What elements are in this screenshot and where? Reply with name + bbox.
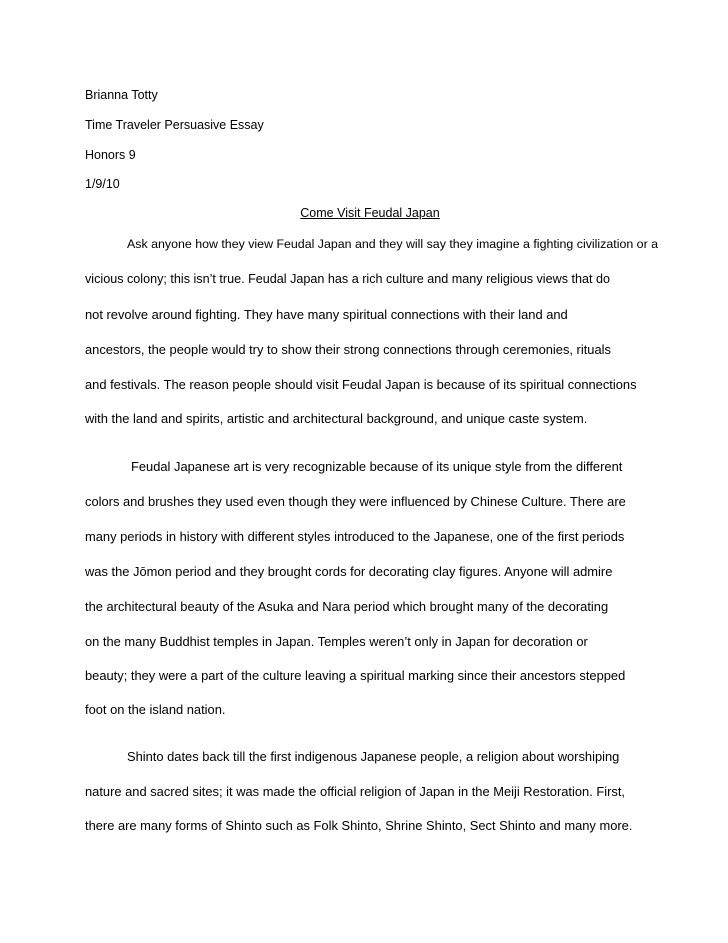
paragraph-1-line: ancestors, the people would try to show their strong connections through ceremonies, rituals: [85, 342, 611, 357]
paragraph-3-line: there are many forms of Shinto such as Folk Shinto, Shrine Shinto, Sect Shinto and many more.: [85, 818, 633, 833]
assignment-title: Time Traveler Persuasive Essay: [85, 118, 264, 132]
paragraph-2-line: colors and brushes they used even though they were influenced by Chinese Culture. There are: [85, 494, 626, 509]
paragraph-1-line: not revolve around fighting. They have many spiritual connections with their land and: [85, 307, 568, 322]
paragraph-3-line: Shinto dates back till the first indigenous Japanese people, a religion about worshiping: [127, 749, 620, 764]
class-name: Honors 9: [85, 148, 136, 162]
paragraph-2-line: beauty; they were a part of the culture leaving a spiritual marking since their ancestors stepped: [85, 668, 626, 683]
paragraph-1-line: vicious colony; this isn’t true. Feudal Japan has a rich culture and many religious views that do: [85, 272, 611, 286]
paragraph-2-line: on the many Buddhist temples in Japan. Temples weren’t only in Japan for decoration or: [85, 634, 588, 649]
date: 1/9/10: [85, 177, 120, 191]
paragraph-1-line: with the land and spirits, artistic and architectural background, and unique caste system.: [85, 411, 588, 426]
author-name: Brianna Totty: [85, 88, 158, 102]
paragraph-1-line: and festivals. The reason people should visit Feudal Japan is because of its spiritual connections: [85, 377, 637, 392]
paragraph-3-line: nature and sacred sites; it was made the official religion of Japan in the Meiji Restoration. First,: [85, 784, 626, 799]
paragraph-2-line: the architectural beauty of the Asuka and Nara period which brought many of the decorating: [85, 599, 609, 614]
paragraph-2-line: many periods in history with different styles introduced to the Japanese, one of the first periods: [85, 529, 625, 544]
paragraph-2-line: foot on the island nation.: [85, 702, 226, 717]
paragraph-2-line: Feudal Japanese art is very recognizable because of its unique style from the different: [131, 459, 623, 474]
paragraph-2-line: was the Jōmon period and they brought cords for decorating clay figures. Anyone will admire: [85, 564, 613, 579]
paragraph-1-line: Ask anyone how they view Feudal Japan and they will say they imagine a fighting civilization or a: [127, 237, 659, 251]
essay-title: Come Visit Feudal Japan: [300, 206, 440, 220]
